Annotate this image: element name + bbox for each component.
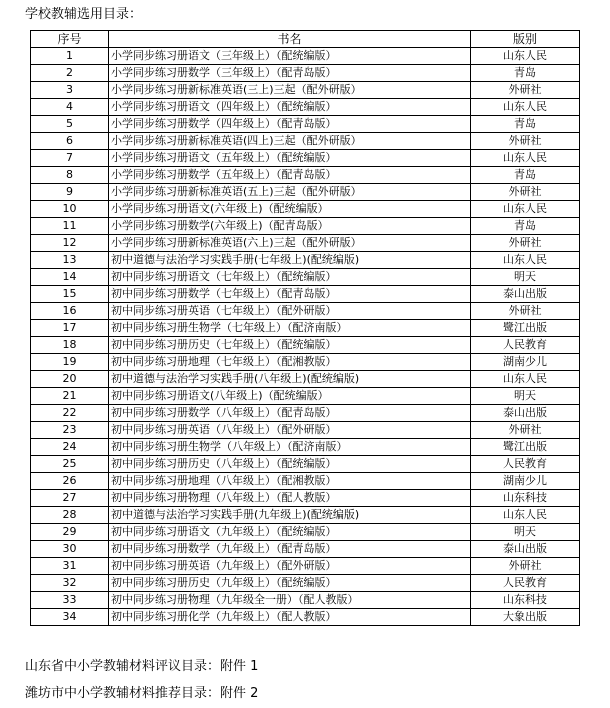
cell-publisher: 湖南少儿 — [471, 473, 580, 490]
table-row — [31, 422, 580, 439]
cell-number: 20 — [31, 371, 109, 388]
table-row — [31, 269, 580, 286]
cell-publisher: 青岛 — [471, 218, 580, 235]
cell-number: 17 — [31, 320, 109, 337]
cell-number: 6 — [31, 133, 109, 150]
cell-number: 14 — [31, 269, 109, 286]
cell-book-name: 初中同步练习册物理（九年级全一册）（配人教版） — [109, 592, 471, 609]
table-row — [31, 541, 580, 558]
cell-book-name: 小学同步练习册数学（四年级上）（配青岛版） — [109, 116, 471, 133]
cell-book-name: 初中同步练习册地理（八年级上）（配湘教版） — [109, 473, 471, 490]
cell-number: 4 — [31, 99, 109, 116]
cell-book-name: 初中同步练习册数学（七年级上）（配青岛版） — [109, 286, 471, 303]
cell-publisher: 山东科技 — [471, 490, 580, 507]
cell-book-name: 初中同步练习册历史（九年级上）（配统编版） — [109, 575, 471, 592]
table-row — [31, 235, 580, 252]
cell-number: 10 — [31, 201, 109, 218]
cell-publisher: 泰山出版 — [471, 405, 580, 422]
table-row — [31, 150, 580, 167]
table-row — [31, 303, 580, 320]
cell-book-name: 小学同步练习册新标准英语(三上)三起（配外研版） — [109, 82, 471, 99]
document-title: 学校教辅选用目录： — [25, 7, 143, 22]
cell-book-name: 初中同步练习册语文（七年级上）（配统编版） — [109, 269, 471, 286]
table-body — [31, 48, 580, 626]
table-row — [31, 82, 580, 99]
cell-publisher: 山东人民 — [471, 150, 580, 167]
cell-publisher: 明天 — [471, 524, 580, 541]
cell-book-name: 初中道德与法治学习实践手册(九年级上)(配统编版) — [109, 507, 471, 524]
cell-publisher: 鹭江出版 — [471, 320, 580, 337]
cell-number: 15 — [31, 286, 109, 303]
cell-number: 1 — [31, 48, 109, 65]
cell-book-name: 小学同步练习册新标准英语(四上)三起（配外研版） — [109, 133, 471, 150]
cell-book-name: 初中同步练习册英语（七年级上）（配外研版） — [109, 303, 471, 320]
cell-number: 13 — [31, 252, 109, 269]
cell-publisher: 山东人民 — [471, 48, 580, 65]
cell-number: 24 — [31, 439, 109, 456]
cell-publisher: 外研社 — [471, 303, 580, 320]
cell-book-name: 初中同步练习册数学（九年级上）（配青岛版） — [109, 541, 471, 558]
table-row — [31, 405, 580, 422]
cell-number: 18 — [31, 337, 109, 354]
cell-publisher: 鹭江出版 — [471, 439, 580, 456]
cell-publisher: 外研社 — [471, 558, 580, 575]
cell-book-name: 初中同步练习册英语（九年级上）（配外研版） — [109, 558, 471, 575]
cell-book-name: 初中道德与法治学习实践手册(八年级上)(配统编版) — [109, 371, 471, 388]
table-row — [31, 507, 580, 524]
cell-number: 23 — [31, 422, 109, 439]
cell-number: 12 — [31, 235, 109, 252]
cell-number: 8 — [31, 167, 109, 184]
cell-book-name: 小学同步练习册数学（三年级上）（配青岛版） — [109, 65, 471, 82]
catalog-table — [30, 30, 580, 626]
cell-number: 33 — [31, 592, 109, 609]
table-row — [31, 388, 580, 405]
cell-book-name: 初中同步练习册语文(八年级上)（配统编版） — [109, 388, 471, 405]
cell-publisher: 湖南少儿 — [471, 354, 580, 371]
cell-book-name: 小学同步练习册语文（三年级上）（配统编版） — [109, 48, 471, 65]
cell-number: 32 — [31, 575, 109, 592]
cell-book-name: 初中同步练习册语文（九年级上）（配统编版） — [109, 524, 471, 541]
cell-publisher: 明天 — [471, 388, 580, 405]
cell-publisher: 山东人民 — [471, 371, 580, 388]
cell-book-name: 小学同步练习册语文（四年级上）（配统编版） — [109, 99, 471, 116]
cell-number: 3 — [31, 82, 109, 99]
cell-publisher: 人民教育 — [471, 337, 580, 354]
table-row — [31, 99, 580, 116]
cell-number: 11 — [31, 218, 109, 235]
table-row — [31, 609, 580, 626]
cell-publisher: 青岛 — [471, 116, 580, 133]
cell-publisher: 大象出版 — [471, 609, 580, 626]
table-row — [31, 252, 580, 269]
cell-number: 29 — [31, 524, 109, 541]
cell-publisher: 泰山出版 — [471, 286, 580, 303]
cell-book-name: 初中同步练习册历史（八年级上）（配统编版） — [109, 456, 471, 473]
cell-book-name: 初中同步练习册地理（七年级上）（配湘教版） — [109, 354, 471, 371]
table-row — [31, 320, 580, 337]
cell-number: 5 — [31, 116, 109, 133]
table-row — [31, 558, 580, 575]
header-publisher: 版别 — [471, 31, 580, 48]
table-row — [31, 490, 580, 507]
cell-publisher: 人民教育 — [471, 575, 580, 592]
cell-book-name: 初中同步练习册生物学（七年级上）（配济南版） — [109, 320, 471, 337]
table-row — [31, 184, 580, 201]
cell-book-name: 初中道德与法治学习实践手册(七年级上)(配统编版) — [109, 252, 471, 269]
table-row — [31, 218, 580, 235]
cell-number: 9 — [31, 184, 109, 201]
cell-number: 7 — [31, 150, 109, 167]
cell-number: 30 — [31, 541, 109, 558]
cell-number: 34 — [31, 609, 109, 626]
cell-publisher: 山东人民 — [471, 252, 580, 269]
cell-book-name: 初中同步练习册英语（八年级上）（配外研版） — [109, 422, 471, 439]
table-row — [31, 48, 580, 65]
cell-book-name: 小学同步练习册新标准英语(五上)三起（配外研版） — [109, 184, 471, 201]
table-row — [31, 592, 580, 609]
cell-publisher: 人民教育 — [471, 456, 580, 473]
cell-number: 19 — [31, 354, 109, 371]
cell-book-name: 初中同步练习册物理（八年级上）（配人教版） — [109, 490, 471, 507]
table-row — [31, 337, 580, 354]
cell-book-name: 初中同步练习册数学（八年级上）（配青岛版） — [109, 405, 471, 422]
table-row — [31, 65, 580, 82]
cell-publisher: 外研社 — [471, 133, 580, 150]
table-row — [31, 116, 580, 133]
cell-number: 25 — [31, 456, 109, 473]
cell-publisher: 山东人民 — [471, 201, 580, 218]
footnote-attachment-2: 潍坊市中小学教辅材料推荐目录：附件 2 — [25, 686, 259, 701]
table-row — [31, 286, 580, 303]
header-book-name: 书名 — [109, 31, 471, 48]
table-row — [31, 456, 580, 473]
footnote-attachment-1: 山东省中小学教辅材料评议目录：附件 1 — [25, 659, 259, 674]
header-number: 序号 — [31, 31, 109, 48]
table-row — [31, 371, 580, 388]
cell-number: 27 — [31, 490, 109, 507]
cell-publisher: 青岛 — [471, 167, 580, 184]
table-row — [31, 133, 580, 150]
table-row — [31, 439, 580, 456]
cell-publisher: 外研社 — [471, 235, 580, 252]
cell-book-name: 小学同步练习册新标准英语(六上)三起（配外研版） — [109, 235, 471, 252]
table-row — [31, 575, 580, 592]
table-header-row — [31, 31, 580, 48]
table-row — [31, 201, 580, 218]
cell-publisher: 泰山出版 — [471, 541, 580, 558]
cell-number: 2 — [31, 65, 109, 82]
cell-publisher: 外研社 — [471, 422, 580, 439]
cell-book-name: 初中同步练习册生物学（八年级上）（配济南版） — [109, 439, 471, 456]
cell-publisher: 外研社 — [471, 184, 580, 201]
cell-book-name: 小学同步练习册数学（五年级上）（配青岛版） — [109, 167, 471, 184]
cell-number: 22 — [31, 405, 109, 422]
cell-book-name: 小学同步练习册语文（五年级上）（配统编版） — [109, 150, 471, 167]
table-row — [31, 524, 580, 541]
cell-number: 21 — [31, 388, 109, 405]
cell-publisher: 山东科技 — [471, 592, 580, 609]
cell-publisher: 明天 — [471, 269, 580, 286]
cell-book-name: 小学同步练习册语文(六年级上)（配统编版） — [109, 201, 471, 218]
cell-publisher: 山东人民 — [471, 99, 580, 116]
cell-book-name: 初中同步练习册化学（九年级上）（配人教版） — [109, 609, 471, 626]
cell-publisher: 外研社 — [471, 82, 580, 99]
cell-publisher: 青岛 — [471, 65, 580, 82]
cell-book-name: 初中同步练习册历史（七年级上）（配统编版） — [109, 337, 471, 354]
cell-book-name: 小学同步练习册数学(六年级上)（配青岛版） — [109, 218, 471, 235]
cell-number: 31 — [31, 558, 109, 575]
cell-number: 26 — [31, 473, 109, 490]
table-row — [31, 473, 580, 490]
cell-number: 16 — [31, 303, 109, 320]
cell-number: 28 — [31, 507, 109, 524]
table-row — [31, 167, 580, 184]
cell-publisher: 山东人民 — [471, 507, 580, 524]
table-row — [31, 354, 580, 371]
